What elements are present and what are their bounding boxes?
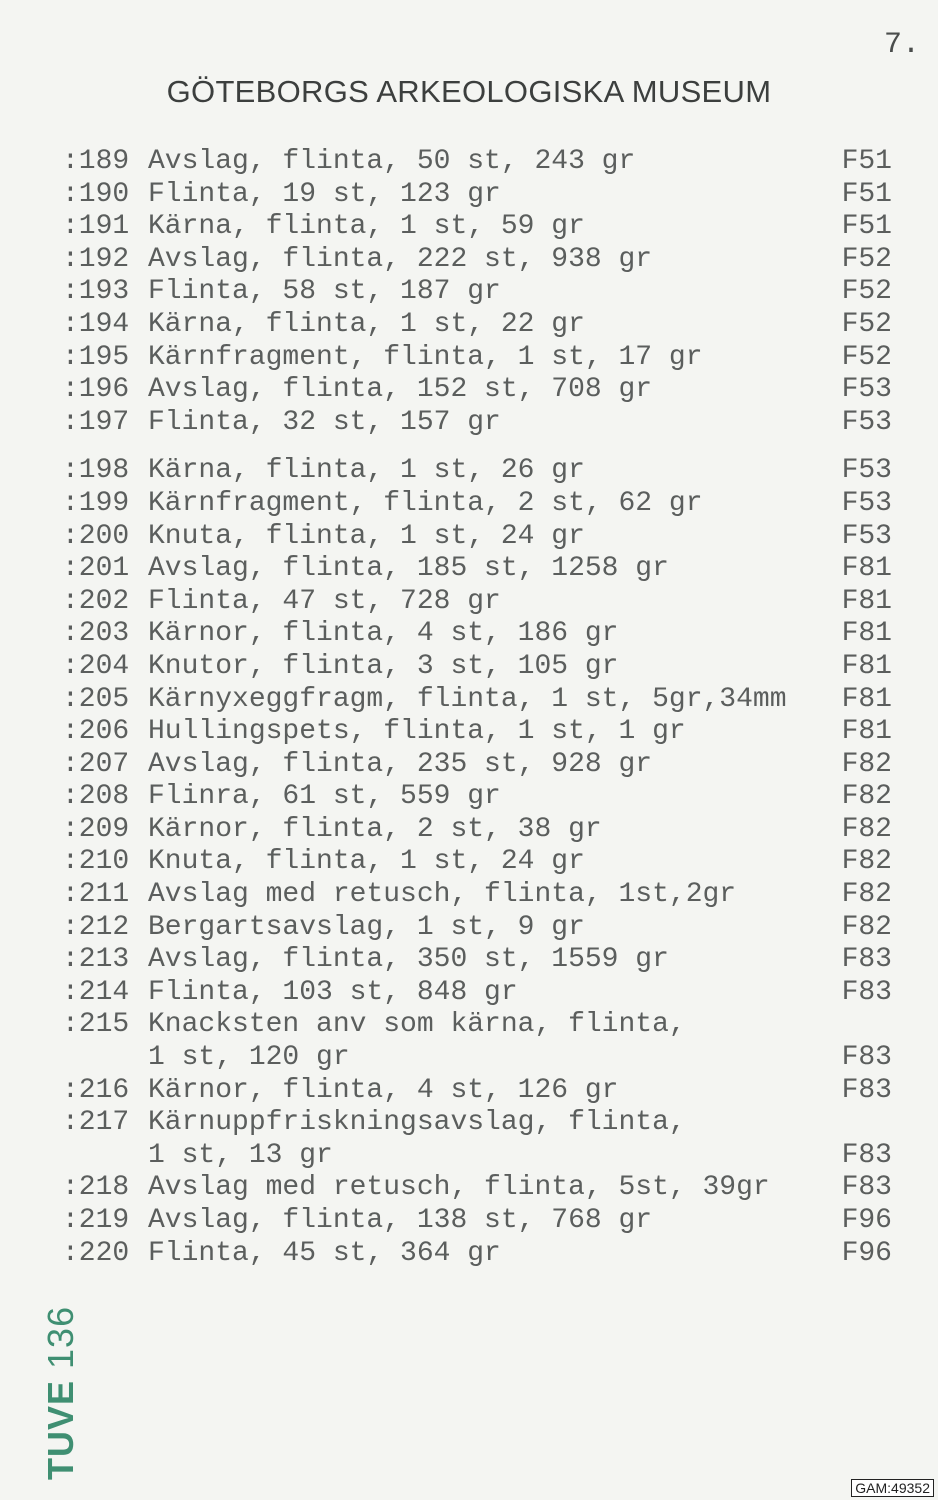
entry-row xyxy=(62,374,892,407)
entry-code: F53 xyxy=(841,487,892,519)
entry-code: F51 xyxy=(841,178,892,210)
entry-description: Avslag, flinta, 235 st, 928 gr xyxy=(148,748,653,780)
entry-number: :205 xyxy=(62,683,130,715)
entry-description: Avslag, flinta, 50 st, 243 gr xyxy=(148,146,636,177)
entry-row xyxy=(62,276,892,309)
entry-number: :198 xyxy=(62,455,130,487)
entry-code: F52 xyxy=(841,308,892,340)
entry-row xyxy=(62,146,892,179)
entry-number: :206 xyxy=(62,716,130,748)
entry-description: 1 st, 120 gr xyxy=(148,1042,350,1074)
entry-row xyxy=(62,455,892,488)
entry-number: :201 xyxy=(62,553,130,585)
entry-number: :218 xyxy=(62,1172,130,1204)
entry-code: F82 xyxy=(841,748,892,780)
entry-description: Kärnor, flinta, 2 st, 38 gr xyxy=(148,813,602,845)
entry-row xyxy=(62,749,892,782)
entry-number: :196 xyxy=(62,374,130,406)
entry-number: :220 xyxy=(62,1237,130,1269)
entry-code: F53 xyxy=(841,374,892,406)
entry-row xyxy=(62,1238,892,1271)
entry-code: F82 xyxy=(841,879,892,911)
entry-number: :192 xyxy=(62,243,130,275)
entry-number: :189 xyxy=(62,146,130,177)
entry-code: F53 xyxy=(841,455,892,487)
entry-row xyxy=(62,879,892,912)
entry-description: Flinta, 45 st, 364 gr xyxy=(148,1237,501,1269)
entry-row xyxy=(62,781,892,814)
entry-number: :191 xyxy=(62,211,130,243)
entry-description: Kärna, flinta, 1 st, 59 gr xyxy=(148,211,585,243)
entry-number: :199 xyxy=(62,487,130,519)
entry-code: F83 xyxy=(841,1172,892,1204)
entry-description: Kärnuppfriskningsavslag, flinta, xyxy=(148,1107,686,1139)
entry-code: F81 xyxy=(841,716,892,748)
entry-row xyxy=(62,1042,892,1075)
entry-number: :193 xyxy=(62,276,130,308)
entry-description: Kärnfragment, flinta, 2 st, 62 gr xyxy=(148,487,703,519)
entry-number: :203 xyxy=(62,618,130,650)
entry-code: F83 xyxy=(841,1139,892,1171)
entry-row xyxy=(62,1172,892,1205)
entry-row xyxy=(62,407,892,440)
entry-row xyxy=(62,1107,892,1140)
entry-description: Kärnfragment, flinta, 1 st, 17 gr xyxy=(148,341,703,373)
tuve-stamp-word: TUVE xyxy=(40,1379,81,1480)
entry-description: Knacksten anv som kärna, flinta, xyxy=(148,1009,686,1041)
entry-number: :195 xyxy=(62,341,130,373)
entry-description: Hullingspets, flinta, 1 st, 1 gr xyxy=(148,716,686,748)
entry-row xyxy=(62,716,892,749)
entry-code: F81 xyxy=(841,553,892,585)
entry-code: F96 xyxy=(841,1205,892,1236)
entry-description: Flinta, 32 st, 157 gr xyxy=(148,406,501,438)
entry-code: F83 xyxy=(841,944,892,976)
entry-number: :207 xyxy=(62,748,130,780)
entry-code: F82 xyxy=(841,911,892,943)
entry-row xyxy=(62,814,892,847)
entry-row xyxy=(62,684,892,717)
entry-number: :200 xyxy=(62,520,130,552)
entry-list xyxy=(62,146,892,1270)
entry-row xyxy=(62,1205,892,1238)
entry-description: Kärnyxeggfragm, flinta, 1 st, 5gr,34mm xyxy=(148,683,787,715)
entry-code: F96 xyxy=(841,1237,892,1269)
entry-code: F52 xyxy=(841,243,892,275)
entry-code: F53 xyxy=(841,406,892,438)
entry-row xyxy=(62,1140,892,1173)
tuve-stamp-number: 136 xyxy=(40,1305,81,1369)
entry-description: Flinta, 103 st, 848 gr xyxy=(148,976,518,1008)
entry-code: F51 xyxy=(841,211,892,243)
entry-row xyxy=(62,309,892,342)
entry-row xyxy=(62,553,892,586)
entry-number: :211 xyxy=(62,879,130,911)
entry-row xyxy=(62,1009,892,1042)
entry-description: Kärna, flinta, 1 st, 26 gr xyxy=(148,455,585,487)
entry-number: :213 xyxy=(62,944,130,976)
entry-code: F83 xyxy=(841,1042,892,1074)
entry-number: :194 xyxy=(62,308,130,340)
entry-description: Avslag, flinta, 222 st, 938 gr xyxy=(148,243,653,275)
entry-row xyxy=(62,618,892,651)
entry-description: Knutor, flinta, 3 st, 105 gr xyxy=(148,650,619,682)
entry-code: F53 xyxy=(841,520,892,552)
entry-number: :204 xyxy=(62,650,130,682)
entry-description: Avslag, flinta, 152 st, 708 gr xyxy=(148,374,653,406)
museum-header: GÖTEBORGS ARKEOLOGISKA MUSEUM xyxy=(166,74,772,109)
entry-code: F82 xyxy=(841,813,892,845)
entry-code: F81 xyxy=(841,585,892,617)
entry-number: :197 xyxy=(62,406,130,438)
entry-number: :219 xyxy=(62,1205,130,1236)
entry-number: :190 xyxy=(62,178,130,210)
entry-number: :214 xyxy=(62,976,130,1008)
entry-description: Knuta, flinta, 1 st, 24 gr xyxy=(148,846,585,878)
entry-row xyxy=(62,1075,892,1108)
entry-description: Avslag, flinta, 350 st, 1559 gr xyxy=(148,944,669,976)
entry-description: Knuta, flinta, 1 st, 24 gr xyxy=(148,520,585,552)
entry-code: F52 xyxy=(841,276,892,308)
entry-description: Flinra, 61 st, 559 gr xyxy=(148,781,501,813)
entry-code: F52 xyxy=(841,341,892,373)
entry-row xyxy=(62,651,892,684)
entry-row xyxy=(62,488,892,521)
entry-number: :212 xyxy=(62,911,130,943)
entry-code: F81 xyxy=(841,618,892,650)
entry-row xyxy=(62,977,892,1010)
entry-number: :202 xyxy=(62,585,130,617)
entry-description: Avslag, flinta, 138 st, 768 gr xyxy=(148,1205,653,1236)
entry-code: F81 xyxy=(841,650,892,682)
entry-description: Kärna, flinta, 1 st, 22 gr xyxy=(148,308,585,340)
entry-row xyxy=(62,211,892,244)
tuve-stamp xyxy=(40,1306,82,1480)
entry-code: F82 xyxy=(841,846,892,878)
entry-row xyxy=(62,244,892,277)
entry-code: F83 xyxy=(841,976,892,1008)
entry-row xyxy=(62,912,892,945)
entry-description: Flinta, 58 st, 187 gr xyxy=(148,276,501,308)
entry-code: F83 xyxy=(841,1074,892,1106)
entry-code: F81 xyxy=(841,683,892,715)
entry-number: :217 xyxy=(62,1107,130,1139)
entry-code: F51 xyxy=(841,146,892,177)
catalog-id-label: GAM:49352 xyxy=(851,1479,934,1497)
entry-row xyxy=(62,944,892,977)
entry-row xyxy=(62,846,892,879)
entry-number: :209 xyxy=(62,813,130,845)
entry-description: 1 st, 13 gr xyxy=(148,1139,333,1171)
entry-number: :215 xyxy=(62,1009,130,1041)
entry-number: :216 xyxy=(62,1074,130,1106)
entry-number: :208 xyxy=(62,781,130,813)
entry-row xyxy=(62,342,892,375)
entry-description: Kärnor, flinta, 4 st, 126 gr xyxy=(148,1074,619,1106)
entry-description: Avslag, flinta, 185 st, 1258 gr xyxy=(148,553,669,585)
page-number: 7. xyxy=(883,28,920,62)
entry-description: Avslag med retusch, flinta, 5st, 39gr xyxy=(148,1172,770,1204)
entry-description: Flinta, 47 st, 728 gr xyxy=(148,585,501,617)
entry-description: Bergartsavslag, 1 st, 9 gr xyxy=(148,911,585,943)
entry-row xyxy=(62,179,892,212)
entry-description: Kärnor, flinta, 4 st, 186 gr xyxy=(148,618,619,650)
entry-row xyxy=(62,586,892,619)
entry-number: :210 xyxy=(62,846,130,878)
entry-row xyxy=(62,521,892,554)
entry-description: Avslag med retusch, flinta, 1st,2gr xyxy=(148,879,737,911)
entry-code: F82 xyxy=(841,781,892,813)
entry-description: Flinta, 19 st, 123 gr xyxy=(148,178,501,210)
